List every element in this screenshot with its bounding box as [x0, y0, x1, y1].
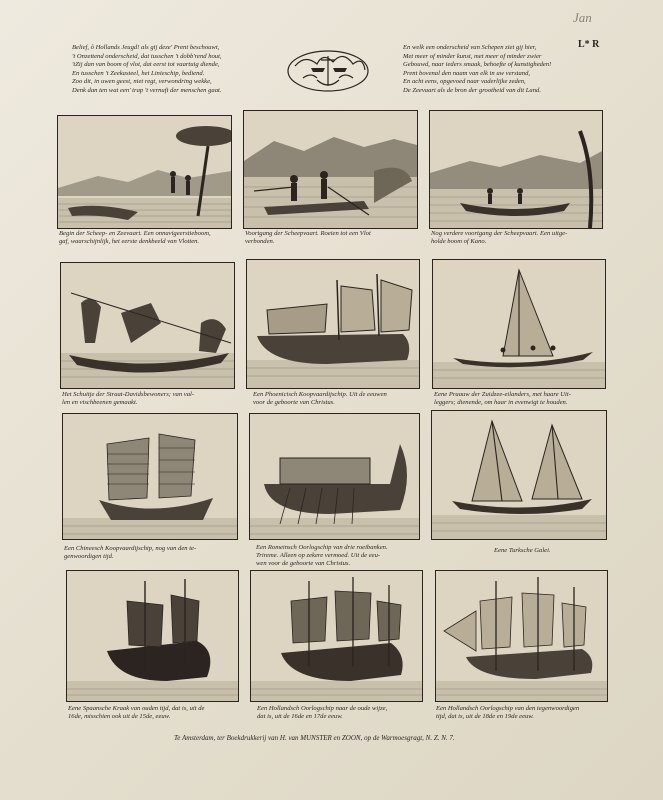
roman-galley-scene-icon	[250, 414, 419, 539]
caption-line: holde boom of Kano.	[431, 238, 487, 245]
panel-phoenician-ship	[246, 259, 420, 389]
verse-right	[403, 44, 551, 96]
catalog-mark: L* R	[578, 39, 600, 50]
verse-left	[72, 44, 222, 96]
caption-line: gaf, waarschijnlijk, het eerste denkbeeld van Vlotten.	[59, 238, 200, 245]
pencil-annotation: Jan	[573, 10, 592, 25]
panel-dugout-canoe	[429, 110, 603, 229]
panel-modern-dutch-warship	[435, 570, 608, 702]
caption-line: dat is, uit de 16de en 17de eeuw.	[257, 713, 343, 720]
verse-line: Belief, ô Hollands Jeugd! als gij deze' Prent beschouwt,	[72, 44, 220, 51]
caption-panel-7	[64, 545, 254, 561]
caption-panel-3	[431, 230, 621, 246]
caption-panel-2	[245, 230, 435, 246]
caption-line: Een Phoenicisch Koopvaardijschip. Uit de eeuwen	[253, 391, 387, 398]
panel-raft-on-shore	[57, 115, 232, 229]
turkish-galley-scene-icon	[432, 411, 606, 539]
dugout-canoe-scene-icon	[430, 111, 602, 228]
proa-outrigger-scene-icon	[433, 260, 605, 388]
caption-line: leggers; dienende, om haar in evenwigt te houden.	[434, 399, 568, 406]
panel-skin-boat	[60, 262, 235, 389]
panel-old-dutch-warship	[250, 570, 423, 702]
panel-turkish-galley	[431, 410, 607, 540]
caption-line: Begin der Scheep- en Zeevaart. Een onnavigeerstieboom,	[59, 230, 211, 237]
raft-rowing-scene-icon	[244, 111, 417, 228]
printer-imprint: Te Amsterdam, ter Boekdrukkerij van H. van MUNSTER en ZOON, op de Warmoesgragt, N. Z. N. 7.	[174, 734, 455, 742]
caption-line: Een Hollandsch Oorlogschip naar de oude wijze,	[257, 705, 388, 712]
caption-line: Voortgang der Scheepvaart. Roeien tot een Vlot	[245, 230, 371, 237]
caption-panel-5	[253, 391, 443, 407]
caption-line: voor de geboorte van Christus.	[253, 399, 335, 406]
caption-panel-8	[256, 544, 446, 568]
chinese-junk-scene-icon	[63, 414, 237, 539]
panel-chinese-junk	[62, 413, 238, 540]
caption-line: Eene Spaansche Kraak van ouden tijd, dat is, uit de	[68, 705, 205, 712]
caption-line: genwoordigen tijd.	[64, 553, 114, 560]
panel-proa-outrigger	[432, 259, 606, 389]
verse-line: Zoo dit, in uwen geest, niet regt, verwondring wekke,	[72, 78, 212, 86]
verse-line: Denk dan ten wat een' trap 't vernuft der menschen gaat.	[72, 86, 222, 94]
verse-line: 'tZij dan van boom of vlot, dat eerst tot vaartuig diende,	[72, 61, 220, 69]
caption-line: Het Schuitje der Straat-Davidsbewoners; van val-	[62, 391, 195, 398]
caption-line: verbonden.	[245, 238, 275, 245]
caption-line: tijd, dat is, uit de 18de en 19de eeuw.	[436, 713, 534, 720]
caption-panel-4	[62, 391, 252, 407]
caption-line: Een Chineesch Koopvaardijschip, nog van den te-	[64, 545, 197, 552]
verse-line: Gebouwd, naar ieders smaak, behoefte of kunstigheden!	[403, 61, 552, 69]
verse-line: Met meer of minder kunst, met meer of minder zwier	[403, 52, 542, 60]
verse-line: De Zeevaart als de bron der grootheid van dit Land.	[403, 86, 541, 94]
caption-panel-12	[436, 705, 626, 721]
skin-boat-scene-icon	[61, 263, 234, 388]
caption-line: Eene Turksche Galei.	[494, 547, 551, 554]
raft-on-shore-scene-icon	[58, 116, 231, 228]
verse-line: Prent bovenal den naam van elk in uw verstand,	[403, 69, 531, 77]
verse-line: En tusschen 't Zeekasteel, het Linieschip, bediend.	[72, 69, 205, 77]
caption-panel-10	[68, 705, 258, 721]
modern-dutch-warship-scene-icon	[436, 571, 607, 701]
phoenician-ship-scene-icon	[247, 260, 419, 388]
spanish-carrack-scene-icon	[67, 571, 238, 701]
caption-line: Trireme. Alleen op zekere vermoed. Uit de eeu-	[256, 552, 381, 559]
panel-raft-rowing	[243, 110, 418, 229]
caption-line: Nog verdere voortgang der Scheepvaart. Een uitge-	[431, 230, 568, 237]
caption-panel-1	[59, 230, 249, 246]
verse-line: 't Onzettend onderscheid, dat tusschen 't dobb'rend hout,	[72, 52, 222, 60]
verse-line: En welk een onderscheid van Schepen ziet gij hier,	[403, 44, 537, 51]
caption-line: 16de, misschien ook uit de 15de, eeuw.	[68, 713, 171, 720]
caption-line: wen voor de geboorte van Christus.	[256, 560, 351, 567]
caption-panel-6	[434, 391, 624, 407]
caption-line: Eene Praauw der Zuidzee-eilanders, met haare Uit-	[434, 391, 571, 398]
caption-panel-9	[494, 547, 663, 555]
caption-line: Een Hollandsch Oorlogschip van den tegenwoordigen	[436, 705, 580, 712]
panel-roman-galley	[249, 413, 420, 540]
caption-panel-11	[257, 705, 447, 721]
verse-line: En acht eens, opgevoed naar vaderlijke zeden,	[403, 78, 526, 86]
panel-spanish-carrack	[66, 570, 239, 702]
ship-and-anchor-emblem	[281, 44, 375, 94]
old-dutch-warship-scene-icon	[251, 571, 422, 701]
caption-line: Een Romeinsch Oorlogschip van drie roeibanken.	[256, 544, 388, 551]
caption-line: len en vischbeenen gemaakt.	[62, 399, 138, 406]
